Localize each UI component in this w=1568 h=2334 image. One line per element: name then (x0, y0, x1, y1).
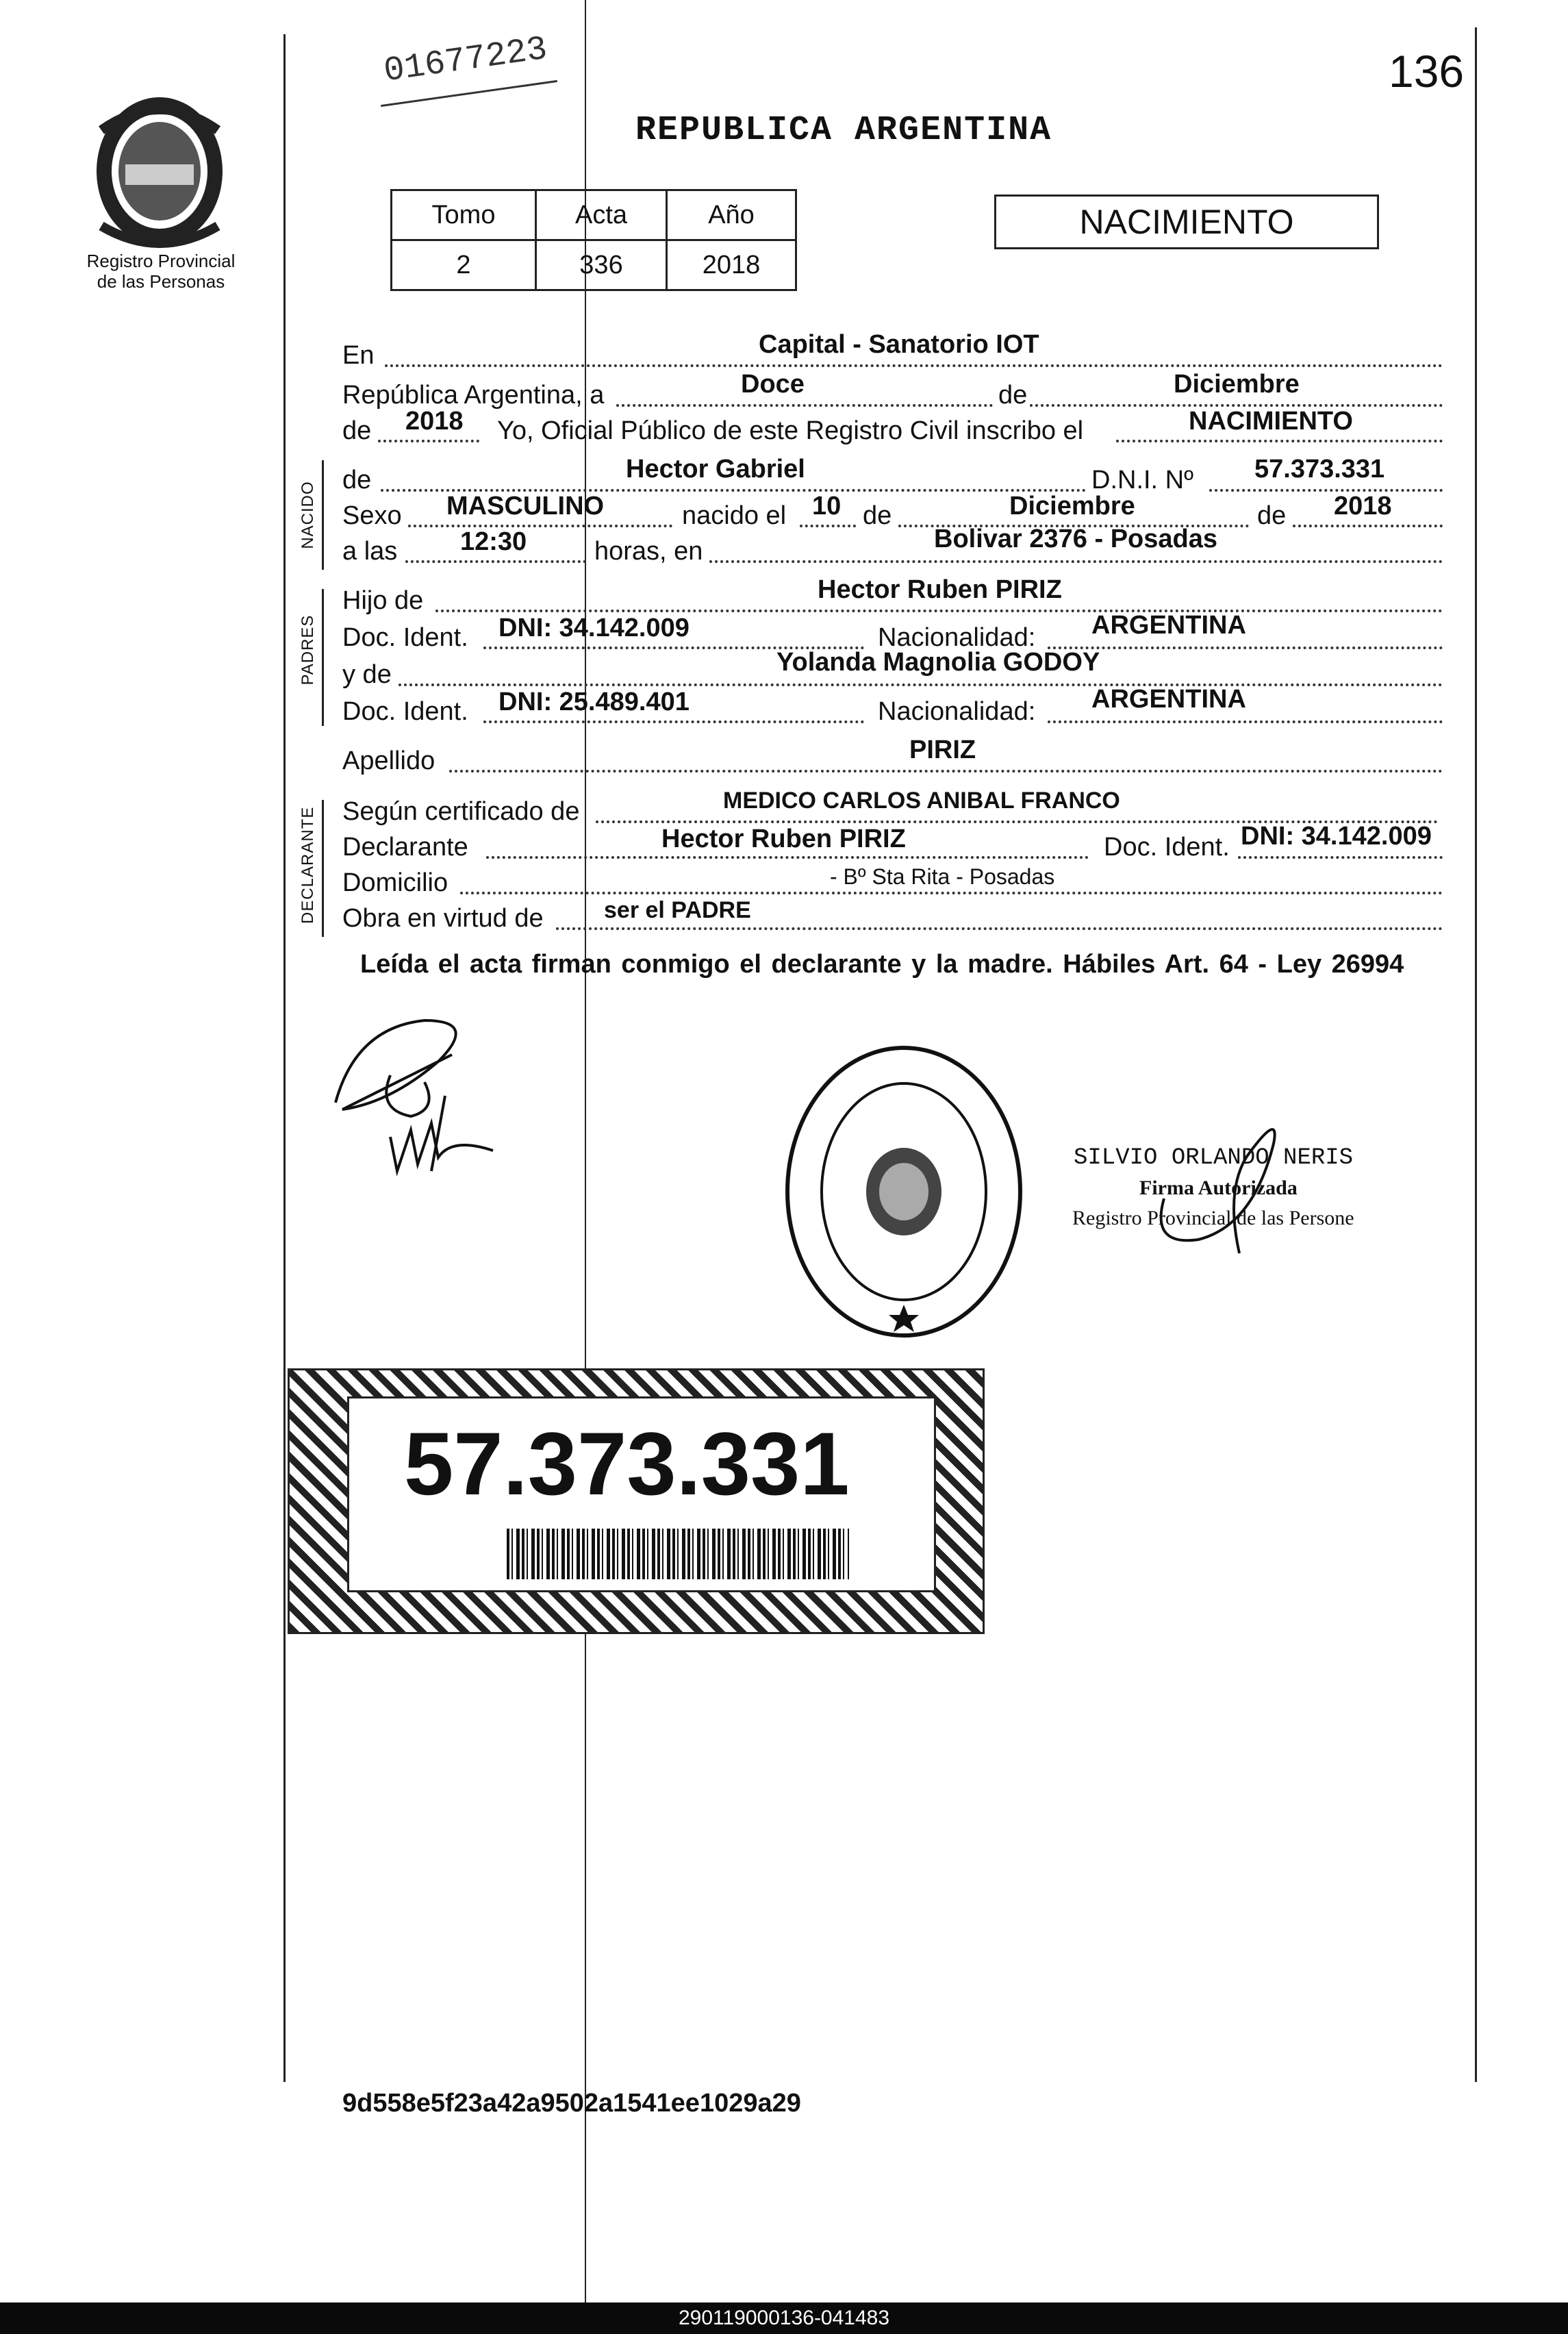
record-header-acta: Acta (536, 190, 667, 240)
padres-bracket (322, 589, 324, 726)
en-label: En (342, 341, 375, 370)
closing-text: Leída el acta firman conmigo el declarante y la madre. Hábiles Art. 64 - Ley 26994 (360, 950, 1404, 979)
year-value: 2018 (405, 407, 464, 436)
de-label: de (998, 381, 1028, 410)
lugar-dots (709, 560, 1443, 563)
month-value: Diciembre (1174, 370, 1300, 399)
stamp-number: 01677223 (381, 29, 550, 92)
doc3-value: DNI: 34.142.009 (1241, 822, 1432, 851)
id-label-number: 57.373.331 (404, 1414, 850, 1514)
obra-dots (556, 927, 1443, 930)
nacido-year-dots (1293, 525, 1443, 527)
nac1-value: ARGENTINA (1091, 611, 1246, 640)
en-dots (385, 364, 1443, 367)
declarante-dots (486, 856, 1089, 859)
padre-dots (435, 610, 1443, 612)
record-value-tomo: 2 (392, 240, 536, 290)
section-label-declarante: DECLARANTE (299, 806, 317, 924)
declarante-bracket (322, 800, 324, 937)
sexo-label: Sexo (342, 501, 402, 530)
apellido-label: Apellido (342, 746, 435, 775)
day-value: Doce (741, 370, 805, 399)
year-dots (378, 440, 479, 442)
nac1-label: Nacionalidad: (878, 623, 1036, 652)
declarant-signature (315, 1000, 534, 1178)
doc1-label: Doc. Ident. (342, 623, 468, 652)
id-label-inner (347, 1396, 936, 1592)
nacido-el-label: nacido el (682, 501, 787, 530)
de2-label: de (342, 416, 372, 445)
document-hash: 9d558e5f23a42a9502a1541ee1029a29 (342, 2089, 801, 2118)
domicilio-label: Domicilio (342, 868, 448, 897)
nacido-day-value: 10 (812, 492, 842, 520)
nacido-day-dots (800, 525, 856, 527)
doc1-value: DNI: 34.142.009 (498, 614, 690, 642)
footer-code: 290119000136-041483 (678, 2307, 890, 2329)
province-seal-logo (88, 89, 231, 253)
section-label-padres: PADRES (299, 614, 317, 686)
yde-label: y de (342, 660, 392, 689)
nac2-dots (1048, 720, 1443, 723)
alas-label: a las (342, 537, 398, 566)
dni-value: 57.373.331 (1254, 455, 1385, 484)
right-border-line (1475, 27, 1477, 2082)
domicilio-value: - Bº Sta Rita - Posadas (830, 864, 1055, 889)
record-value-acta: 336 (536, 240, 667, 290)
official-name: SILVIO ORLANDO NERIS (1074, 1145, 1354, 1171)
nombre-value: Hector Gabriel (626, 455, 805, 484)
nac2-label: Nacionalidad: (878, 697, 1036, 726)
left-border-line (283, 34, 286, 2082)
record-header-tomo: Tomo (392, 190, 536, 240)
record-type-box: NACIMIENTO (994, 194, 1379, 249)
nacido-bracket (322, 460, 324, 570)
doc3-dots (1238, 856, 1443, 859)
sexo-dots (408, 525, 672, 527)
doc2-label: Doc. Ident. (342, 697, 468, 726)
apellido-value: PIRIZ (909, 736, 976, 764)
doc3-label: Doc. Ident. (1104, 833, 1230, 862)
id-label-barcode (507, 1529, 849, 1579)
republica-label: República Argentina, a (342, 381, 605, 410)
doc2-value: DNI: 25.489.401 (498, 688, 690, 716)
dni-dots (1209, 489, 1443, 492)
record-header-ano: Año (667, 190, 796, 240)
de3-label: de (342, 466, 372, 494)
logo-org-line2: de las Personas (97, 271, 225, 292)
inscribo-dots (1116, 440, 1443, 442)
day-dots (616, 404, 993, 407)
doc2-dots (483, 720, 864, 723)
oficial-text: Yo, Oficial Público de este Registro Civil inscribo el (497, 416, 1084, 445)
declarante-value: Hector Ruben PIRIZ (661, 825, 906, 853)
padre-value: Hector Ruben PIRIZ (818, 575, 1062, 604)
nac1-dots (1048, 647, 1443, 649)
de5-label: de (1257, 501, 1287, 530)
section-label-nacido: NACIDO (299, 481, 317, 549)
official-org: Registro Provincial de las Persone (1072, 1207, 1354, 1229)
id-label-sticker (288, 1368, 985, 1634)
domicilio-dots (460, 892, 1443, 894)
nacido-month-value: Diciembre (1009, 492, 1135, 520)
nac2-value: ARGENTINA (1091, 685, 1246, 714)
horas-label: horas, en (594, 537, 703, 566)
hora-value: 12:30 (460, 527, 527, 556)
inscribo-value: NACIMIENTO (1189, 407, 1353, 436)
madre-dots (399, 683, 1443, 686)
official-seal-stamp (781, 1041, 1027, 1342)
declarante-label: Declarante (342, 833, 468, 862)
madre-value: Yolanda Magnolia GODOY (776, 648, 1100, 677)
segun-value: MEDICO CARLOS ANIBAL FRANCO (723, 788, 1120, 814)
record-value-ano: 2018 (667, 240, 796, 290)
segun-label: Según certificado de (342, 797, 580, 826)
logo-org-line1: Registro Provincial (86, 251, 236, 271)
page-number: 136 (1389, 46, 1465, 97)
sexo-value: MASCULINO (446, 492, 605, 520)
lugar-value: Bolivar 2376 - Posadas (934, 525, 1217, 553)
hijo-label: Hijo de (342, 586, 424, 615)
en-value: Capital - Sanatorio IOT (759, 330, 1039, 359)
obra-value: ser el PADRE (604, 897, 751, 923)
document-title: REPUBLICA ARGENTINA (635, 111, 1052, 150)
fold-line (585, 0, 586, 2308)
dni-label: D.N.I. Nº (1091, 466, 1193, 494)
de4-label: de (863, 501, 892, 530)
record-table (390, 189, 797, 291)
nacido-year-value: 2018 (1334, 492, 1392, 520)
apellido-dots (449, 770, 1443, 773)
official-role: Firma Autorizada (1139, 1177, 1298, 1199)
obra-label: Obra en virtud de (342, 904, 544, 933)
footer-bar (0, 2302, 1568, 2334)
hora-dots (405, 560, 586, 563)
